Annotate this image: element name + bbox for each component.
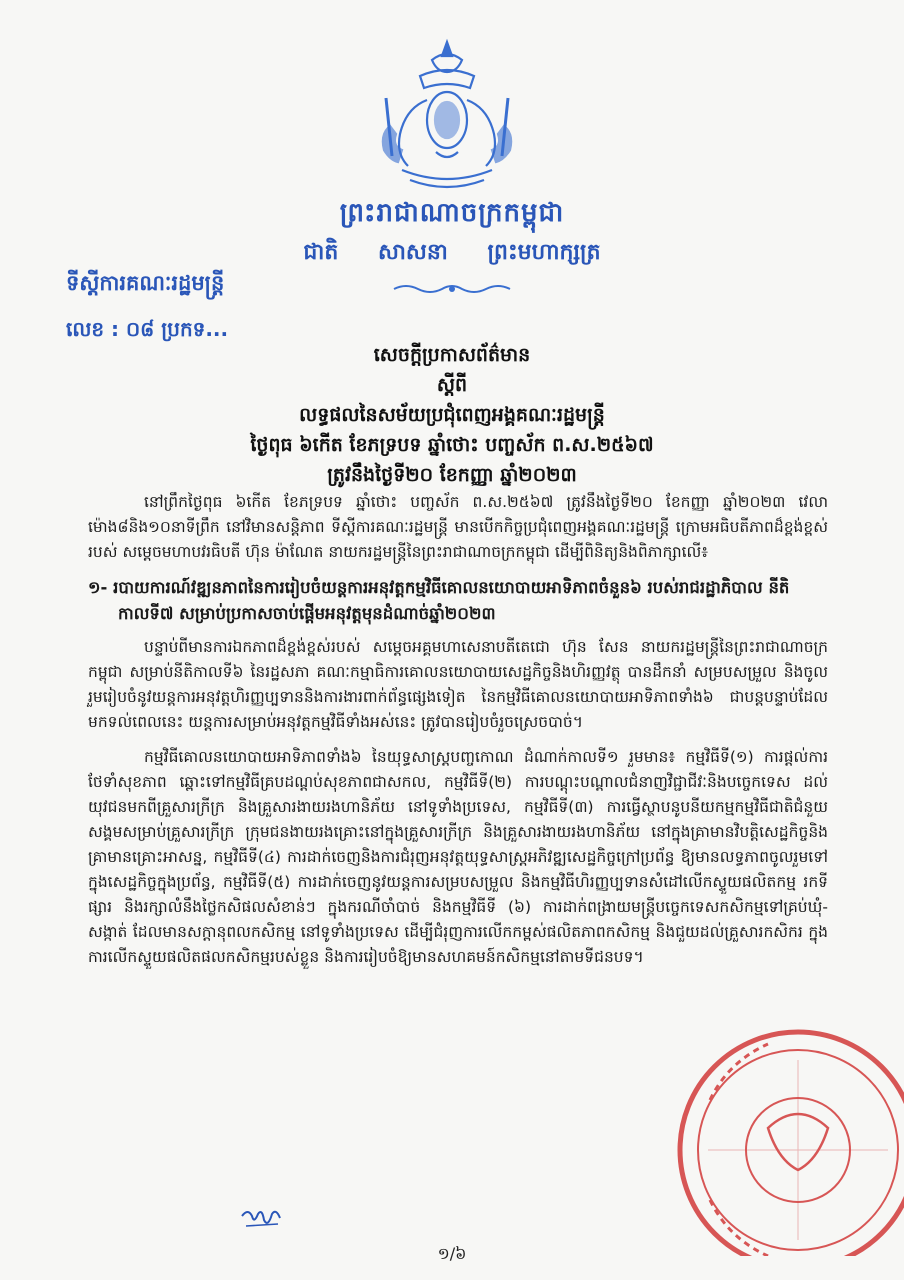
document-body (88, 490, 828, 980)
royal-coat-of-arms-icon (372, 38, 522, 190)
heading-line-4: ថ្ងៃពុធ ៦កើត ខែភទ្របទ ឆ្នាំថោះ បញ្ចស័ក ព.ស.២៥៦៧ (250, 434, 654, 456)
heading-line-5: ត្រូវនឹងថ្ងៃទី២០ ខែកញ្ញា ឆ្នាំ២០២៣ (327, 464, 577, 486)
issuing-office: ទីស្ដីការគណៈរដ្ឋមន្ត្រី (66, 271, 225, 295)
document-heading (0, 340, 904, 490)
body-paragraph-1: បន្ទាប់ពីមានការឯកភាពដ៏ខ្ពង់ខ្ពស់របស់ សម្ដេចអគ្គមហាសេនាបតីតេជោ ហ៊ុន សែន នាយករដ្ឋមន្ត្រីនៃព្រះរាជាណាចក្រកម្ពុជា សម្រាប់នីតិកាលទី៦ នៃរដ្ឋសភា គណៈកម្មាធិការគោលនយោបាយសេដ្ឋកិច្ចនិងហិរញ្ញវត្ថុ បានដឹកនាំ សម្របសម្រួល និងចូលរួមរៀបចំនូវយន្តការអនុវត្តហិរញ្ញប្បទាននិងការងារពាក់ព័ន្ធផ្សេងទៀត នៃកម្មវិធីគោលនយោបាយអាទិភាពទាំង៦ ជាបន្តបន្ទាប់ដែលមកទល់ពេលនេះ យន្តការសម្រាប់អនុវត្តកម្មវិធីទាំងអស់នេះ ត្រូវបានរៀបចំរួចស្រេចបាច់។ (88, 638, 828, 731)
national-motto: ជាតិ សាសនា ព្រះមហាក្សត្រ (303, 240, 601, 265)
heading-line-2: ស្ដីពី (436, 374, 468, 396)
decorative-ornament-icon (392, 282, 512, 296)
section-heading-1: ១- របាយការណ៍វឌ្ឍនភាពនៃការរៀបចំយន្តការអនុវត្តកម្មវិធីគោលនយោបាយអាទិភាពចំនួន៦ របស់រាជរដ្ឋាភិបាល នីតិកាលទី៧ សម្រាប់ប្រកាសចាប់ផ្ដើមអនុវត្តមុនដំណាច់ឆ្នាំ២០២៣ (88, 578, 790, 623)
official-seal-stamp-icon (648, 1000, 904, 1256)
body-paragraph-2: កម្មវិធីគោលនយោបាយអាទិភាពទាំង៦ នៃយុទ្ធសាស្ត្របញ្ចកោណ ដំណាក់កាលទី១ រួមមាន៖ កម្មវិធីទី(១) ការផ្ដល់ការថែទាំសុខភាព ឆ្ពោះទៅកម្មវិធីគ្របដណ្ដប់សុខភាពជាសកល, កម្មវិធីទី(២) ការបណ្ដុះបណ្ដាលជំនាញវិជ្ជាជីវៈនិងបច្ចេកទេស ដល់យុវជនមកពីគ្រួសារក្រីក្រ និងគ្រួសារងាយរងហានិភ័យ នៅទូទាំងប្រទេស, កម្មវិធីទី(៣) ការធ្វើស្ថាបនូបនីយកម្មកម្មវិធីជាតិជំនួយសង្គមសម្រាប់គ្រួសារក្រីក្រ ក្រុមជនងាយរងគ្រោះនៅក្នុងគ្រួសារក្រីក្រ និងគ្រួសារងាយរងហានិភ័យ នៅក្នុងគ្រាមានវិបត្តិសេដ្ឋកិច្ចនិងគ្រាមានគ្រោះអាសន្ន, កម្មវិធីទី(៤) ការដាក់ចេញនិងការជំរុញអនុវត្តយុទ្ធសាស្ត្រអភិវឌ្ឍសេដ្ឋកិច្ចក្រៅប្រព័ន្ធ ឱ្យមានលទ្ធភាពចូលរួមទៅក្នុងសេដ្ឋកិច្ចក្នុងប្រព័ន្ធ, កម្មវិធីទី(៥) ការដាក់ចេញនូវយន្តការសម្របសម្រួល និងកម្មវិធីហិរញ្ញប្បទានសំដៅលើកស្ទួយផលិតកម្ម រកទីផ្សារ និងរក្សាលំនឹងថ្លៃកសិផលសំខាន់ៗ ក្នុងករណីចាំបាច់ និងកម្មវិធីទី (៦) ការដាក់ពង្រាយមន្ត្រីបច្ចេកទេសកសិកម្មទៅគ្រប់ឃុំ-សង្កាត់ ដែលមានសក្ដានុពលកសិកម្ម នៅទូទាំងប្រទេស ដើម្បីជំរុញការលើកកម្ពស់ផលិតភាពកសិកម្ម និងជួយដល់គ្រួសារកសិករ ក្នុងការលើកស្ទួយផលិតផលកសិកម្មរបស់ខ្លួន និងការរៀបចំឱ្យមានសហគមន៍កសិកម្មនៅតាមទីជនបទ។ (88, 748, 828, 966)
heading-line-3: លទ្ធផលនៃសម័យប្រជុំពេញអង្គគណៈរដ្ឋមន្ត្រី (299, 404, 605, 426)
reference-number: លេខ : ០៨ ប្រកទ... (66, 317, 229, 341)
kingdom-title: ព្រះរាជាណាចក្រកម្ពុជា (339, 198, 565, 228)
intro-paragraph: នៅព្រឹកថ្ងៃពុធ ៦កើត ខែភទ្របទ ឆ្នាំថោះ បញ្ចស័ក ព.ស.២៥៦៧ ត្រូវនឹងថ្ងៃទី២០ ខែកញ្ញា ឆ្នាំ២០២៣ វេលាម៉ោង៨និង១០នាទីព្រឹក នៅវិមានសន្តិភាព ទីស្ដីការគណៈរដ្ឋមន្ត្រី មានបើកកិច្ចប្រជុំពេញអង្គគណៈរដ្ឋមន្ត្រី ក្រោមអធិបតីភាពដ៏ខ្ពង់ខ្ពស់របស់ សម្ដេចមហាបវរធិបតី ហ៊ុន ម៉ាណែត នាយករដ្ឋមន្ត្រីនៃព្រះរាជាណាចក្រកម្ពុជា ដើម្បីពិនិត្យនិងពិភាក្សាលើ៖ (88, 493, 828, 561)
page-number: ១/៦ (437, 1244, 467, 1263)
heading-line-1: សេចក្ដីប្រកាសព័ត៌មាន (373, 344, 531, 366)
initials-signature-icon (240, 1206, 284, 1232)
